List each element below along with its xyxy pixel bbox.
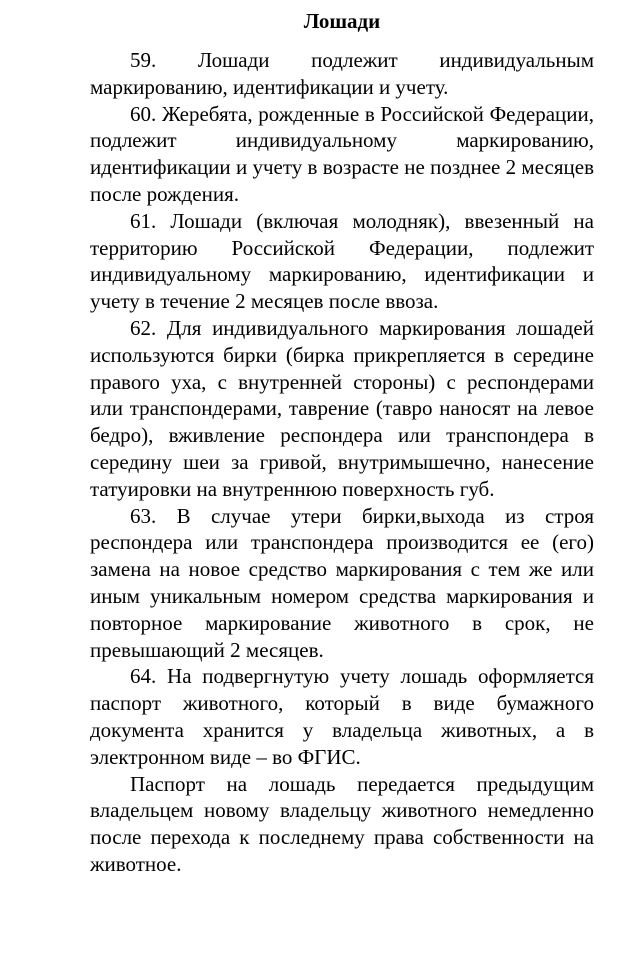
paragraph-62: 62. Для индивидуального маркирования лошадей используются бирки (бирка прикрепляется в середине правого уха, с внутренней стороны) с респондерами или транспондерами, таврение (тавро наносят на левое бедро), вживление респондера или транспондера в середину шеи за гривой, внутримышечно, нанесение татуировки на внутреннюю поверхность губ. xyxy=(90,315,594,501)
paragraph-60: 60. Жеребята, рожденные в Российской Федерации, подлежит индивидуальному маркированию, идентификации и учету в возрасте не позднее 2 месяцев после рождения. xyxy=(90,101,594,206)
paragraph-64: 64. На подвергнутую учету лошадь оформляется паспорт животного, который в виде бумажного документа хранится у владельца животных, а в электронном виде – во ФГИС. xyxy=(90,664,594,769)
document-page xyxy=(90,8,594,878)
paragraph-passport: Паспорт на лошадь передается предыдущим владельцем новому владельцу животного немедленно после перехода к последнему права собственности на животное. xyxy=(90,771,594,876)
section-title: Лошади xyxy=(303,9,381,33)
paragraph-59: 59. Лошади подлежит индивидуальным маркированию, идентификации и учету. xyxy=(90,48,594,99)
paragraph-63: 63. В случае утери бирки,выхода из строя респондера или транспондера производится ее (его) замена на новое средство маркирования с тем же или иным уникальным номером средства маркирования и повторное маркирование животного в срок, не превышающий 2 месяцев. xyxy=(90,503,594,662)
paragraph-61: 61. Лошади (включая молодняк), ввезенный на территорию Российской Федерации, подлежит индивидуальному маркированию, идентификации и учету в течение 2 месяцев после ввоза. xyxy=(90,208,594,314)
